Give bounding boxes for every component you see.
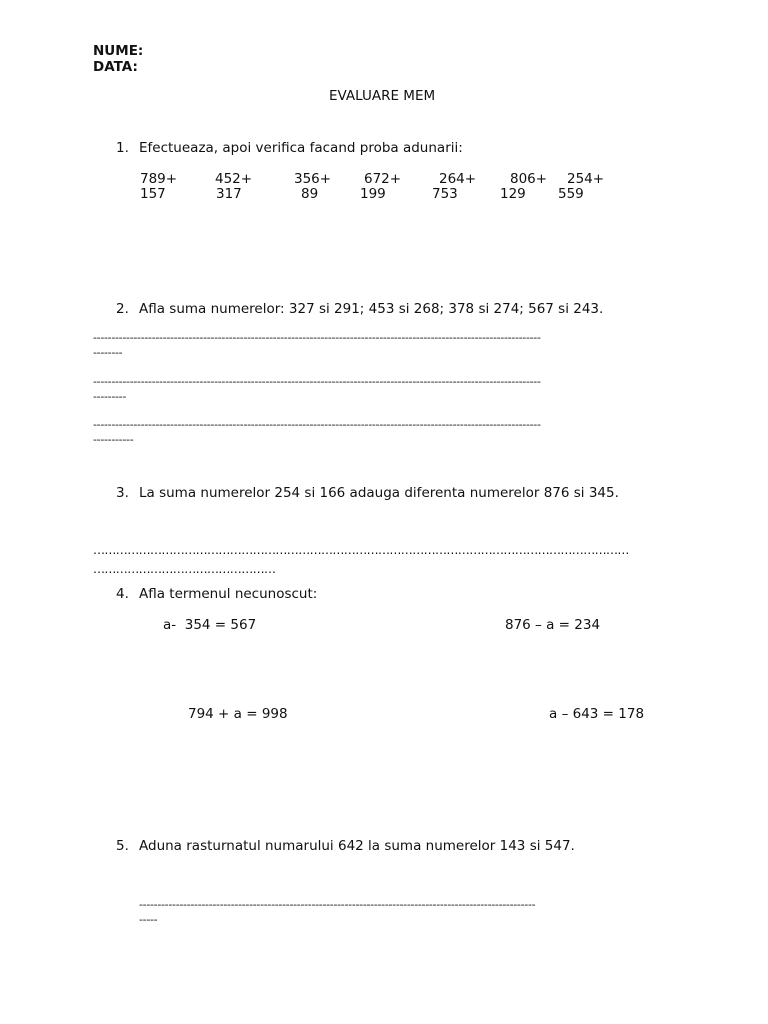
name-label: NUME: [93,43,144,59]
exercise-1-text: Efectueaza, apoi verifica facand proba adunarii: [139,140,463,156]
answer-line-cont: --------- [93,390,127,403]
exercise-4-text: Afla termenul necunoscut: [139,586,318,602]
exercise-3-number: 3. [116,485,129,501]
ex1-top-1: 789+ [140,171,178,187]
page-title: EVALUARE MEM [329,88,436,104]
answer-line: -------------------------------------------------------------------------------------------------------------------------- [93,331,541,344]
date-label: DATA: [93,59,138,75]
answer-line: ------------------------------------------------------------------------------------------------------------ [139,898,536,911]
exercise-3-text: La suma numerelor 254 si 166 adauga diferenta numerelor 876 si 345. [139,485,619,501]
answer-line-cont: ----- [139,913,158,926]
ex1-bottom-1: 157 [140,186,166,202]
exercise-2-text: Afla suma numerelor: 327 si 291; 453 si 268; 378 si 274; 567 si 243. [139,301,604,317]
ex1-top-4: 672+ [364,171,402,187]
ex1-bottom-4: 199 [360,186,386,202]
equation-2: 876 – a = 234 [505,617,601,633]
equation-1: a- 354 = 567 [163,617,257,633]
ex1-bottom-2: 317 [216,186,242,202]
exercise-2-number: 2. [116,301,129,317]
answer-line: -------------------------------------------------------------------------------------------------------------------------- [93,375,541,388]
exercise-5-number: 5. [116,838,129,854]
ex1-bottom-5: 753 [432,186,458,202]
exercise-4-number: 4. [116,586,129,602]
answer-line: …………………………………………………………………………………………………………………………… [93,543,629,557]
ex1-top-3: 356+ [294,171,332,187]
answer-line-cont: ………………………………………… [93,562,276,576]
ex1-bottom-6: 129 [500,186,526,202]
ex1-bottom-7: 559 [558,186,584,202]
exercise-1-number: 1. [116,140,129,156]
ex1-top-7: 254+ [567,171,605,187]
ex1-bottom-3: 89 [301,186,319,202]
ex1-top-6: 806+ [510,171,548,187]
equation-4: a – 643 = 178 [549,706,645,722]
answer-line-cont: ----------- [93,433,134,446]
ex1-top-5: 264+ [439,171,477,187]
ex1-top-2: 452+ [215,171,253,187]
answer-line-cont: -------- [93,346,123,359]
answer-line: -------------------------------------------------------------------------------------------------------------------------- [93,418,541,431]
equation-3: 794 + a = 998 [188,706,288,722]
exercise-5-text: Aduna rasturnatul numarului 642 la suma numerelor 143 si 547. [139,838,575,854]
